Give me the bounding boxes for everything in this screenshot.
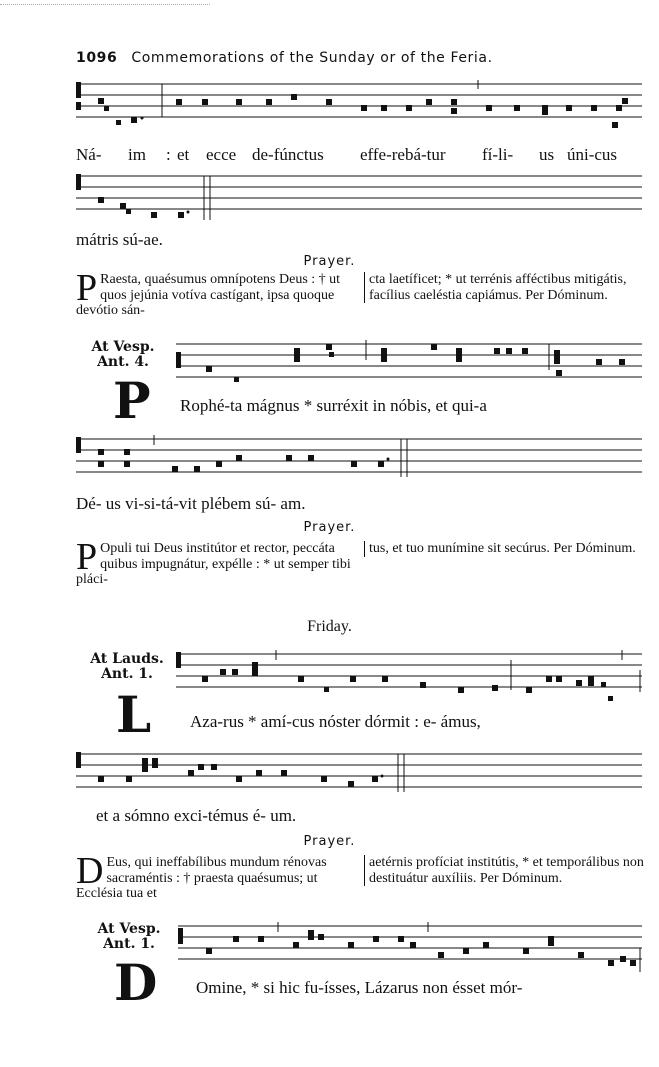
vesp1-office-label: At Vesp.	[97, 921, 161, 937]
chant-1-syllable: Ná-	[76, 145, 102, 164]
chant-1-syllable: us	[539, 145, 555, 164]
prayer-3-dropcap: D	[76, 850, 104, 892]
prayer-1-right-column: cta laetíficet; * ut terrénis afféctibus mitigátis, facílius caeléstia capiámus. Per Dóminum.	[364, 272, 647, 303]
vesp4-line-1: Rophé-ta mágnus * surréxit in nóbis, et qui-a	[180, 396, 487, 415]
lauds1-label	[82, 652, 172, 682]
vesp1-initial: D	[114, 953, 158, 1012]
vesp1-staff	[178, 922, 642, 962]
page-running-title: Commemorations of the Sunday or of the Feria.	[131, 50, 493, 66]
prayer-2-right-column: tus, et tuo munímine sit secúrus. Per Dóminum.	[364, 541, 647, 557]
chant-1-syllable: :	[166, 145, 171, 164]
day-title: Friday.	[307, 618, 352, 635]
vesp4-staff	[176, 340, 642, 380]
prayer-3-title: Prayer.	[303, 834, 356, 849]
prayer-3-left-column	[76, 850, 359, 902]
chant-1-line-2: mátris sú-ae.	[76, 230, 163, 249]
chant-1-syllable: úni-cus	[567, 145, 618, 164]
chant-staff-1	[76, 80, 642, 120]
prayer-3-left-text: Eus, qui ineffabílibus mundum rénovas sacraméntis : † praesta quaésumus; ut Ecclésia tua et	[76, 855, 327, 901]
page-number: 1096	[76, 50, 118, 66]
prayer-1-title: Prayer.	[303, 254, 356, 269]
vesp4-antiphon-label: Ant. 4.	[97, 354, 149, 370]
prayer-3-right-column: aetérnis profíciat institútis, * et temporálibus non destituátur auxíliis. Per Dóminum.	[364, 855, 647, 886]
lauds1-staff-2	[76, 750, 642, 790]
lauds1-office-label: At Lauds.	[90, 651, 164, 667]
lauds1-staff	[176, 650, 642, 690]
prayer-2-dropcap: P	[76, 536, 98, 578]
prayer-1-left-column	[76, 267, 359, 319]
vesp4-office-label: At Vesp.	[91, 339, 155, 355]
prayer-2-title: Prayer.	[303, 520, 356, 535]
chant-1-syllable: im	[128, 145, 146, 164]
chant-1-syllable: et	[177, 145, 190, 164]
vesp4-initial: P	[113, 371, 151, 430]
lauds1-antiphon-label: Ant. 1.	[101, 666, 153, 682]
vesp4-staff-2	[76, 435, 642, 475]
vesp4-label	[78, 340, 168, 370]
prayer-2-left-text: Opuli tui Deus institútor et rector, peccáta quibus impugnátur, expélle : * ut semper tibi pláci-	[76, 541, 351, 587]
lauds1-line-2: et a sómno exci-témus é- um.	[96, 806, 297, 825]
lauds1-line-1: Aza-rus * amí-cus nóster dórmit : e- ámus,	[190, 712, 481, 731]
prayer-1	[76, 267, 642, 322]
chant-1-syllable: de-fúnctus	[252, 145, 324, 164]
lauds1-initial: L	[116, 685, 152, 744]
chant-1-syllable: ecce	[206, 145, 237, 164]
prayer-2-left-column	[76, 536, 359, 588]
prayer-3	[76, 850, 644, 905]
chant-1-lyrics	[76, 145, 642, 169]
vesp1-antiphon-label: Ant. 1.	[103, 936, 155, 952]
prayer-2	[76, 536, 642, 591]
prayer-1-left-text: Raesta, quaésumus omnípotens Deus : † ut quos jejúnia votíva castígant, ipsa quoque devótio sán-	[76, 272, 341, 318]
top-rule	[0, 4, 210, 5]
chant-1-syllable: fí-li-	[482, 145, 514, 164]
vesp1-line-1: Omine, * si hic fu-ísses, Lázarus non ésset mór-	[196, 978, 523, 997]
prayer-1-dropcap: P	[76, 267, 98, 309]
vesp4-line-2: Dé- us vi-si-tá-vit plébem sú- am.	[76, 494, 306, 513]
page-header	[76, 50, 493, 66]
vesp1-label	[86, 922, 172, 952]
chant-1-syllable: effe-rebá-tur	[360, 145, 446, 164]
chant-staff-1b	[76, 172, 642, 212]
